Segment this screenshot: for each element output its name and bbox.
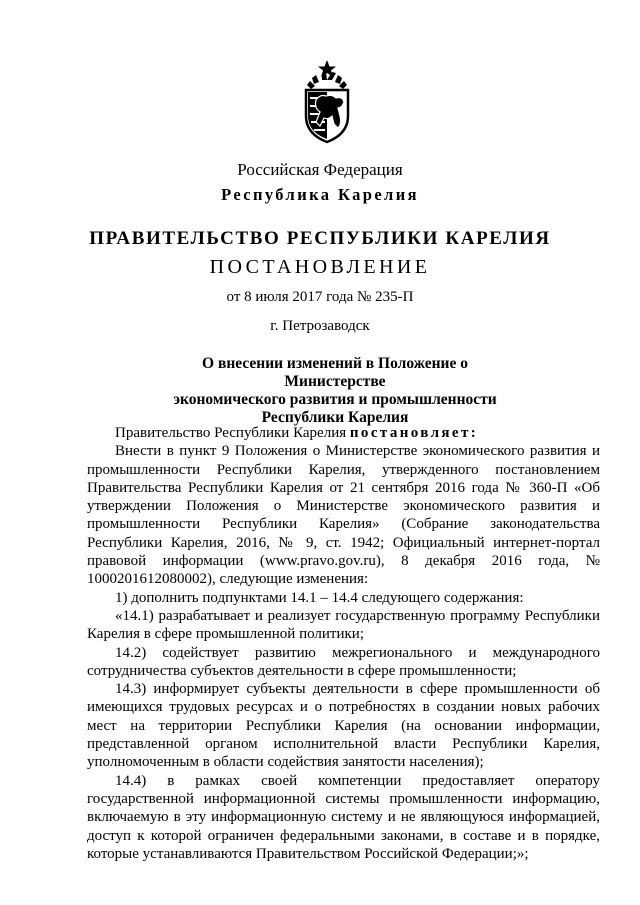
intro-prefix: Правительство Республики Карелия <box>115 425 350 441</box>
body-paragraph: 14.4) в рамках своей компетенции предоставляет оператору государственной информационной системы промышленности информацию, включаемую в эту информационную систему и не являющуюся информацией, доступ к которой ограничен федеральными законами, в составе и в порядке, которые устанавливаются Правительством Российской Федерации;»; <box>87 772 600 862</box>
document-body <box>87 424 600 863</box>
body-paragraph: Внести в пункт 9 Положения о Министерстве экономического развития и промышленности Республики Карелия, утвержденного постановлением Правительства Республики Карелия от 21 сентября 2016 года № 360-П «Об утверждении Положения о Министерстве экономического развития и промышленности Республики Карелия» (Собрание законодательства Республики Карелия, 2016, № 9, ст. 1942; Официальный интернет-портал правовой информации (www.pravo.gov.ru), 8 декабря 2016 года, № 1000201612080002), следующие изменения: <box>87 443 600 588</box>
body-paragraph: 14.2) содействует развитию межрегионального и международного сотрудничества субъектов деятельности в сфере промышленности; <box>87 644 600 679</box>
body-paragraph: «14.1) разрабатывает и реализует государственную программу Республики Карелия в сфере промышленной политики; <box>87 607 600 643</box>
subject-line: Республики Карелия <box>261 409 409 426</box>
document-date-number: от 8 июля 2017 года № 235-П <box>226 289 414 305</box>
body-paragraph: 14.3) информирует субъекты деятельности в сфере промышленности об имеющихся трудовых ресурсах и о потребностях в создании новых рабочих мест на территории Республики Карелия (на основании информации, представленной органом исполнительной власти Республики Карелия, уполномоченным в области содействия занятости населения); <box>87 681 600 771</box>
body-paragraph: 1) дополнить подпунктами 14.1 – 14.4 следующего содержания: <box>115 589 524 606</box>
document-type: ПОСТАНОВЛЕНИЕ <box>209 256 431 278</box>
karelia-coat-of-arms-icon <box>302 58 352 144</box>
intro-resolves: постановляет: <box>349 425 479 441</box>
city: г. Петрозаводск <box>270 318 370 334</box>
intro-paragraph <box>87 424 600 442</box>
government-name: ПРАВИТЕЛЬСТВО РЕСПУБЛИКИ КАРЕЛИЯ <box>89 228 551 249</box>
country-name: Российская Федерация <box>237 160 403 179</box>
document-subject <box>170 355 500 427</box>
subject-line: экономического развития и промышленности <box>173 391 497 408</box>
subject-line: О внесении изменений в Положение о Министерстве <box>202 355 468 390</box>
republic-name: Республика Карелия <box>221 185 419 204</box>
